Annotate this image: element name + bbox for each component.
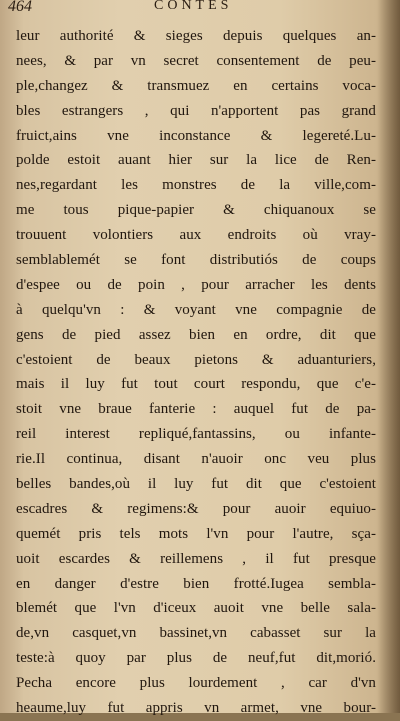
page-header: [4, 0, 392, 18]
text-line: belles bandes,où il luy fut dit que c'estoient: [16, 476, 376, 493]
text-line: stoit vne braue fanterie : auquel fut de pa-: [16, 401, 376, 418]
text-line: escadres & regimens:& pour auoir equiuo-: [16, 500, 376, 517]
text-line: à quelqu'vn : & voyant vne compagnie de: [16, 301, 376, 318]
text-line: en danger d'estre bien frotté.Iugea sembla-: [16, 575, 376, 592]
text-line: nes,regardant les monstres de la ville,com-: [16, 177, 376, 194]
text-line: ple,changez & transmuez en certains voca-: [16, 77, 376, 94]
text-line: teste:à quoy par plus de neuf,fut dit,morió.: [16, 650, 376, 667]
text-line: bles estrangers , qui n'apportent pas grand: [16, 102, 376, 119]
text-line: heaume,luy fut appris vn armet, vne bour-: [16, 700, 376, 717]
text-line: gens de pied assez bien en ordre, dit que: [16, 326, 376, 343]
text-line: d'espee ou de poin , pour arracher les dents: [16, 276, 376, 293]
text-line: c'estoient de beaux pietons & aduanturiers,: [16, 351, 376, 368]
body-text: [16, 24, 376, 721]
text-line: leur authorité & sieges depuis quelques an-: [16, 28, 376, 44]
running-head: CONTES: [154, 0, 233, 13]
text-line: blemét que l'vn d'iceux auoit vne belle sala-: [16, 600, 376, 617]
text-line: me tous pique-papier & chiquanoux se: [16, 202, 376, 219]
page-number: 464: [8, 0, 32, 15]
text-line: de,vn casquet,vn bassinet,vn cabasset sur la: [16, 625, 376, 642]
text-line: reil interest repliqué,fantassins, ou infante-: [16, 426, 376, 443]
text-line: trouuent volontiers aux endroits où vray-: [16, 227, 376, 244]
text-line: nees, & par vn secret consentement de peu-: [16, 52, 376, 69]
text-line: mais il luy fut tout court respondu, que c'e-: [16, 376, 376, 393]
text-line: quemét pris tels mots l'vn pour l'autre, sça-: [16, 525, 376, 542]
text-line: fruict,ains vne inconstance & legereté.Lu-: [16, 127, 376, 144]
text-line: polde estoit auant hier sur la lice de Ren-: [16, 152, 376, 169]
text-line: rie.Il continua, disant n'auoir onc veu plus: [16, 451, 376, 468]
text-line: Pecha encore plus lourdement , car d'vn: [16, 675, 376, 692]
text-line: uoit escardes & reillemens , il fut presque: [16, 550, 376, 567]
text-line: semblablemét se font distributiós de coups: [16, 252, 376, 269]
spine-shadow: [378, 0, 400, 713]
